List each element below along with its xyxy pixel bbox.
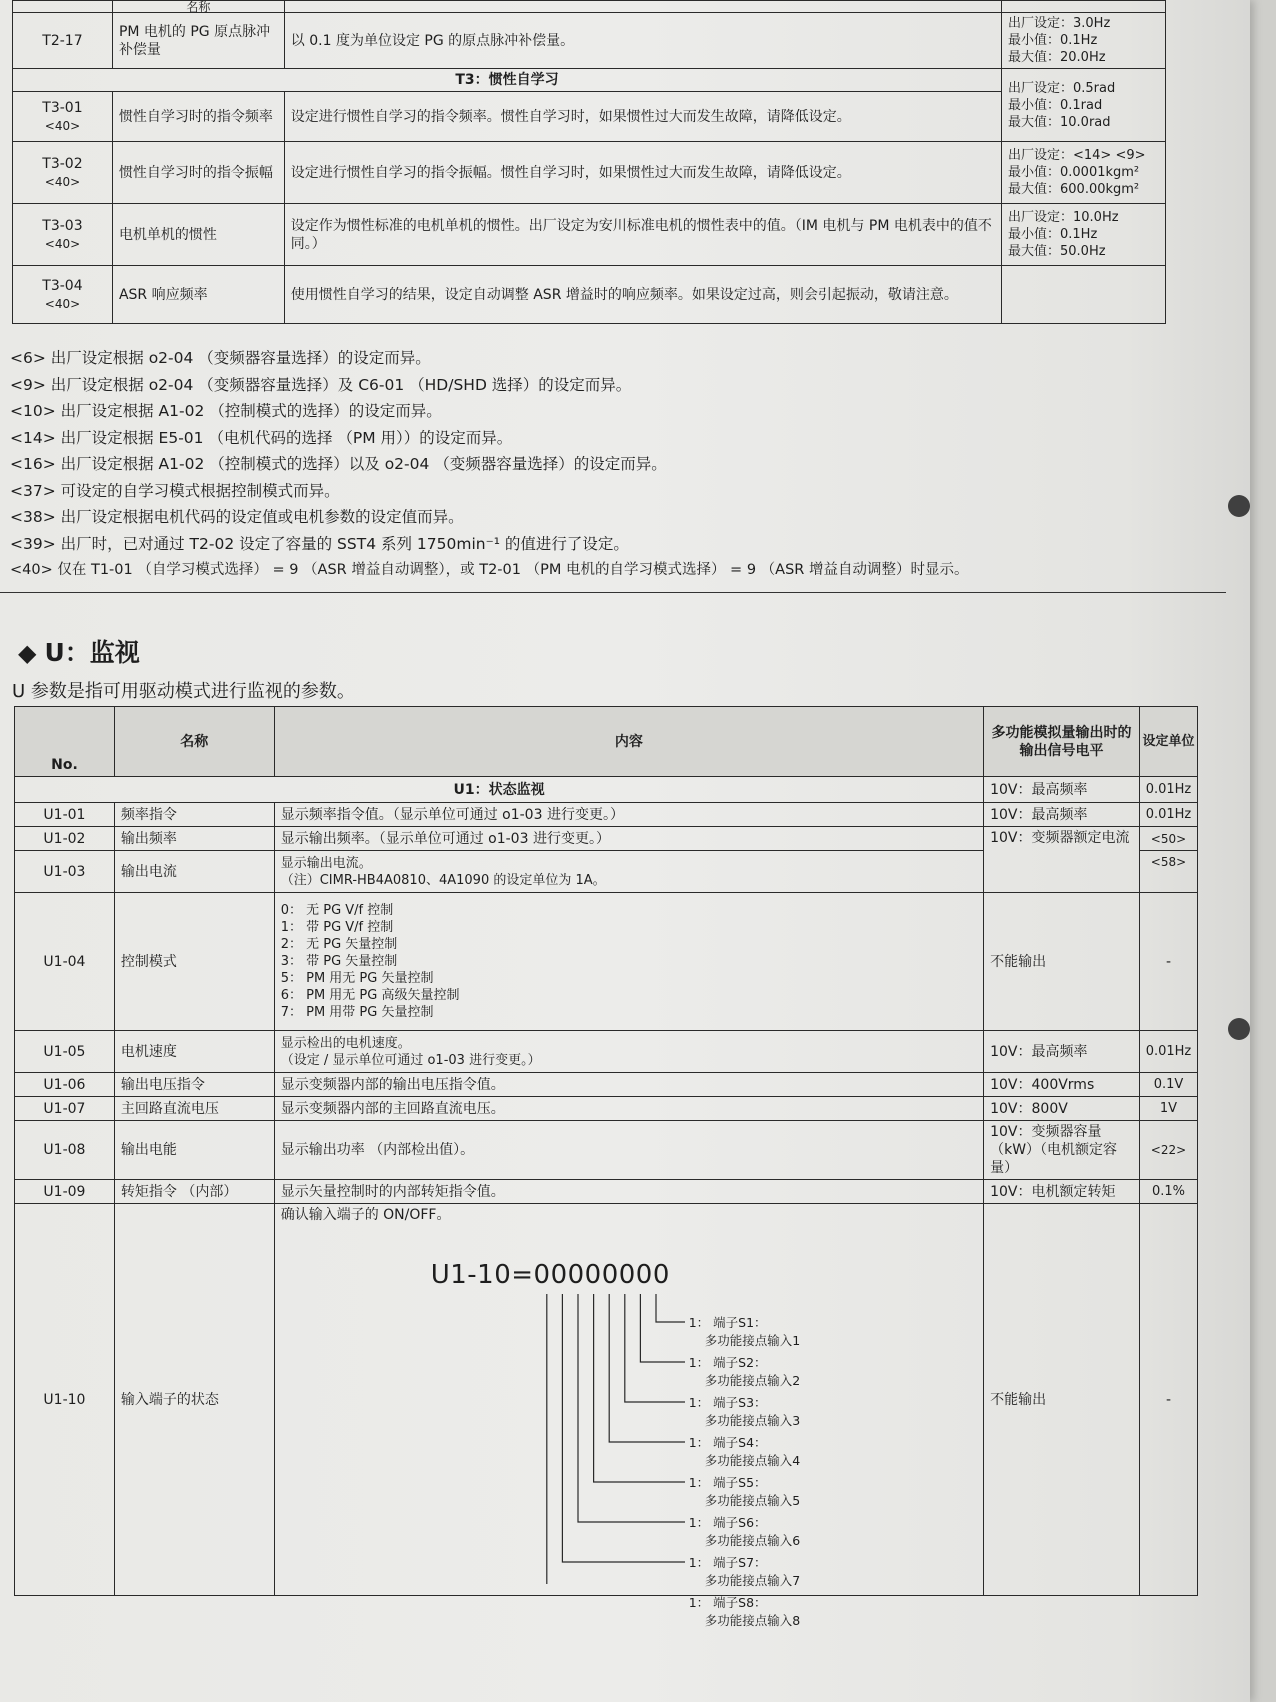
table-row <box>15 1180 1198 1204</box>
param-content: 显示输出功率 （内部检出值）。 <box>274 1121 983 1180</box>
footnote: <39> 出厂时，已对通过 T2-02 设定了容量的 SST4 系列 1750min⁻¹ 的值进行了设定。 <box>10 534 629 553</box>
param-name: 电机单机的惯性 <box>112 204 284 266</box>
bit-diagram <box>281 1224 977 1628</box>
param-content: 使用惯性自学习的结果，设定自动调整 ASR 增益时的响应频率。如果设定过高，则会引起振动，敬请注意。 <box>284 266 1001 324</box>
param-setting: 出厂设定：10.0Hz 最小值：0.1Hz 最大值：50.0Hz <box>1002 204 1166 266</box>
bit-leader-line <box>625 1294 685 1402</box>
param-no: T3-02 <40> <box>13 142 113 204</box>
param-name: 频率指令 <box>114 803 274 827</box>
param-name: 输入端子的状态 <box>114 1204 274 1596</box>
footnote: <9> 出厂设定根据 o2-04 （变频器容量选择）及 C6-01 （HD/SHD 选择）的设定而异。 <box>10 375 632 394</box>
bit-label: 1： 端子S7： 多功能接点输入7 <box>688 1555 801 1588</box>
param-name: 输出电流 <box>114 851 274 893</box>
table-row <box>15 1031 1198 1073</box>
analog-level: 10V：电机额定转矩 <box>984 1180 1140 1204</box>
bit-label: 1： 端子S6： 多功能接点输入6 <box>688 1515 801 1548</box>
param-no: U1-08 <box>15 1121 115 1180</box>
param-name: 惯性自学习时的指令频率 <box>112 92 284 142</box>
table-row <box>13 92 1166 142</box>
bit-formula: U1-10=00000000 <box>430 1260 670 1290</box>
analog-level: 不能输出 <box>984 1204 1140 1596</box>
header-name-partial: 名称 <box>112 1 284 13</box>
param-content: 0： 无 PG V/f 控制 1： 带 PG V/f 控制 2： 无 PG 矢量控制 3： 带 PG 矢量控制 5： PM 用无 PG 矢量控制 6： PM 用无 PG 高级矢量控制 7： PM 用带 PG 矢量控制 <box>274 893 983 1031</box>
param-setting: 出厂设定：<14> <9> 最小值：0.0001kgm² 最大值：600.00kgm² <box>1002 142 1166 204</box>
param-no: T3-04 <40> <box>13 266 113 324</box>
param-no: U1-04 <box>15 893 115 1031</box>
param-name: PM 电机的 PG 原点脉冲补偿量 <box>112 13 284 69</box>
param-no: T3-01 <40> <box>13 92 113 142</box>
param-no: U1-01 <box>15 803 115 827</box>
param-name: 输出电压指令 <box>114 1073 274 1097</box>
param-content: 显示检出的电机速度。 （设定 / 显示单位可通过 o1-03 进行变更。） <box>274 1031 983 1073</box>
param-content: 以 0.1 度为单位设定 PG 的原点脉冲补偿量。 <box>284 13 1001 69</box>
param-setting: 出厂设定：3.0Hz 最小值：0.1Hz 最大值：20.0Hz <box>1002 13 1166 69</box>
section-subtitle: U 参数是指可用驱动模式进行监视的参数。 <box>12 681 355 702</box>
header-unit: 设定单位 <box>1139 707 1197 777</box>
unit: <22> <box>1139 1121 1197 1180</box>
analog-level: 10V：最高频率 <box>984 777 1140 803</box>
param-no: U1-02 <box>15 827 115 851</box>
binder-hole <box>1228 495 1250 517</box>
unit: - <box>1139 1204 1197 1596</box>
bit-leader-line <box>609 1294 685 1442</box>
bit-label: 1： 端子S4： 多功能接点输入4 <box>688 1435 801 1468</box>
unit: 0.01Hz <box>1139 777 1197 803</box>
footnote: <10> 出厂设定根据 A1-02 （控制模式的选择）的设定而异。 <box>10 402 442 420</box>
footnote: <40> 仅在 T1-01 （自学习模式选择） = 9 （ASR 增益自动调整），或 T2-01 （PM 电机的自学习模式选择） = 9 （ASR 增益自动调整）时显示。 <box>10 562 969 578</box>
param-content: 设定进行惯性自学习的指令频率。惯性自学习时，如果惯性过大而发生故障，请降低设定。 <box>284 92 1001 142</box>
header-no: No. <box>15 707 115 777</box>
footnote: <6> 出厂设定根据 o2-04 （变频器容量选择）的设定而异。 <box>10 349 431 367</box>
binder-hole <box>1228 1018 1250 1040</box>
section-t3: T3：惯性自学习 <box>13 69 1002 92</box>
bit-label: 1： 端子S3： 多功能接点输入3 <box>688 1395 801 1428</box>
bit-leader-line <box>656 1294 685 1322</box>
t-parameter-table <box>12 0 1166 324</box>
footnote: <16> 出厂设定根据 A1-02 （控制模式的选择）以及 o2-04 （变频器容量选择）的设定而异。 <box>10 455 667 473</box>
bit-label: 1： 端子S1： 多功能接点输入1 <box>688 1315 801 1348</box>
param-name: 控制模式 <box>114 893 274 1031</box>
unit: 1V <box>1139 1097 1197 1121</box>
param-name: 电机速度 <box>114 1031 274 1073</box>
header-content: 内容 <box>274 707 983 777</box>
header-name: 名称 <box>114 707 274 777</box>
bit-leader-line <box>640 1294 685 1362</box>
param-no: U1-03 <box>15 851 115 893</box>
param-no: U1-10 <box>15 1204 115 1596</box>
section-title: ◆ U：监视 <box>18 638 140 667</box>
table-row <box>15 1073 1198 1097</box>
unit: <58> <box>1139 851 1197 893</box>
param-no: T2-17 <box>13 13 113 69</box>
unit: 0.1V <box>1139 1073 1197 1097</box>
table-row <box>15 827 1198 851</box>
table-row <box>15 1097 1198 1121</box>
param-content: 显示变频器内部的输出电压指令值。 <box>274 1073 983 1097</box>
table-row <box>15 1121 1198 1180</box>
param-no: U1-09 <box>15 1180 115 1204</box>
param-name: 输出频率 <box>114 827 274 851</box>
param-content: 显示矢量控制时的内部转矩指令值。 <box>274 1180 983 1204</box>
footnotes <box>10 345 968 584</box>
param-name: 惯性自学习时的指令振幅 <box>112 142 284 204</box>
param-no: U1-07 <box>15 1097 115 1121</box>
param-no: U1-05 <box>15 1031 115 1073</box>
bit-label: 1： 端子S5： 多功能接点输入5 <box>688 1475 801 1508</box>
param-name: 主回路直流电压 <box>114 1097 274 1121</box>
u-monitor-table <box>14 706 1198 1628</box>
analog-level: 10V：800V <box>984 1097 1140 1121</box>
analog-level: 10V：变频器容量（kW）（电机额定容量） <box>984 1121 1140 1180</box>
table-row <box>15 893 1198 1031</box>
footnote: <37> 可设定的自学习模式根据控制模式而异。 <box>10 481 340 500</box>
param-content: 显示变频器内部的主回路直流电压。 <box>274 1097 983 1121</box>
bit-label: 1： 端子S2： 多功能接点输入2 <box>688 1355 801 1388</box>
table-row <box>13 13 1166 69</box>
section-u1: U1：状态监视 <box>15 777 984 803</box>
param-content: 显示输出电流。 （注）CIMR-HB4A0810、4A1090 的设定单位为 1A。 <box>274 851 983 893</box>
table-row <box>15 803 1198 827</box>
param-content: 确认输入端子的 ON/OFF。 U1-10=00000000 1： 端子S1： 多功能接点输入1 1： 端子S2： 多功能接点输入2 1： 端子S3： 多功能接点输入3 1： 端子S4： 多功能接点输入4 1： 端子S5： 多功能接点输入5 1： 端子S6： 多功能接点输入6 1： 端子S7： 多功能接点输入7 1： 端子S8： 多功能接点输入8 <box>274 1204 983 1596</box>
unit: 0.1% <box>1139 1180 1197 1204</box>
param-content: 显示输出频率。（显示单位可通过 o1-03 进行变更。） <box>274 827 983 851</box>
table-row <box>15 1204 1198 1596</box>
unit: - <box>1139 893 1197 1031</box>
unit: 0.01Hz <box>1139 1031 1197 1073</box>
divider <box>0 592 1226 593</box>
unit: 0.01Hz <box>1139 803 1197 827</box>
table-row <box>13 204 1166 266</box>
param-content: 设定作为惯性标准的电机单机的惯性。出厂设定为安川标准电机的惯性表中的值。（IM 电机与 PM 电机表中的值不同。） <box>284 204 1001 266</box>
param-content: 显示频率指令值。（显示单位可通过 o1-03 进行变更。） <box>274 803 983 827</box>
param-name: ASR 响应频率 <box>112 266 284 324</box>
param-content: 设定进行惯性自学习的指令振幅。惯性自学习时，如果惯性过大而发生故障，请降低设定。 <box>284 142 1001 204</box>
analog-level: 10V：最高频率 <box>984 803 1140 827</box>
analog-level: 不能输出 <box>984 893 1140 1031</box>
param-name: 输出电能 <box>114 1121 274 1180</box>
param-setting: 出厂设定：0.5rad 最小值：0.1rad 最大值：10.0rad <box>1002 69 1166 142</box>
param-no: T3-03 <40> <box>13 204 113 266</box>
footnote: <38> 出厂设定根据电机代码的设定值或电机参数的设定值而异。 <box>10 508 464 526</box>
analog-level: 10V：400Vrms <box>984 1073 1140 1097</box>
param-no: U1-06 <box>15 1073 115 1097</box>
header-analog-level: 多功能模拟量输出时的输出信号电平 <box>984 707 1140 777</box>
bit-leader-line <box>547 1294 685 1584</box>
table-row <box>13 266 1166 324</box>
bit-label: 1： 端子S8： 多功能接点输入8 <box>688 1595 801 1628</box>
table-row <box>13 142 1166 204</box>
unit: <50> <box>1139 827 1197 851</box>
analog-level: 10V：最高频率 <box>984 1031 1140 1073</box>
analog-level: 10V：变频器额定电流 <box>984 827 1140 893</box>
param-name: 转矩指令 （内部） <box>114 1180 274 1204</box>
diamond-bullet-icon: ◆ <box>18 639 37 667</box>
footnote: <14> 出厂设定根据 E5-01 （电机代码的选择 （PM 用））的设定而异。 <box>10 428 513 447</box>
